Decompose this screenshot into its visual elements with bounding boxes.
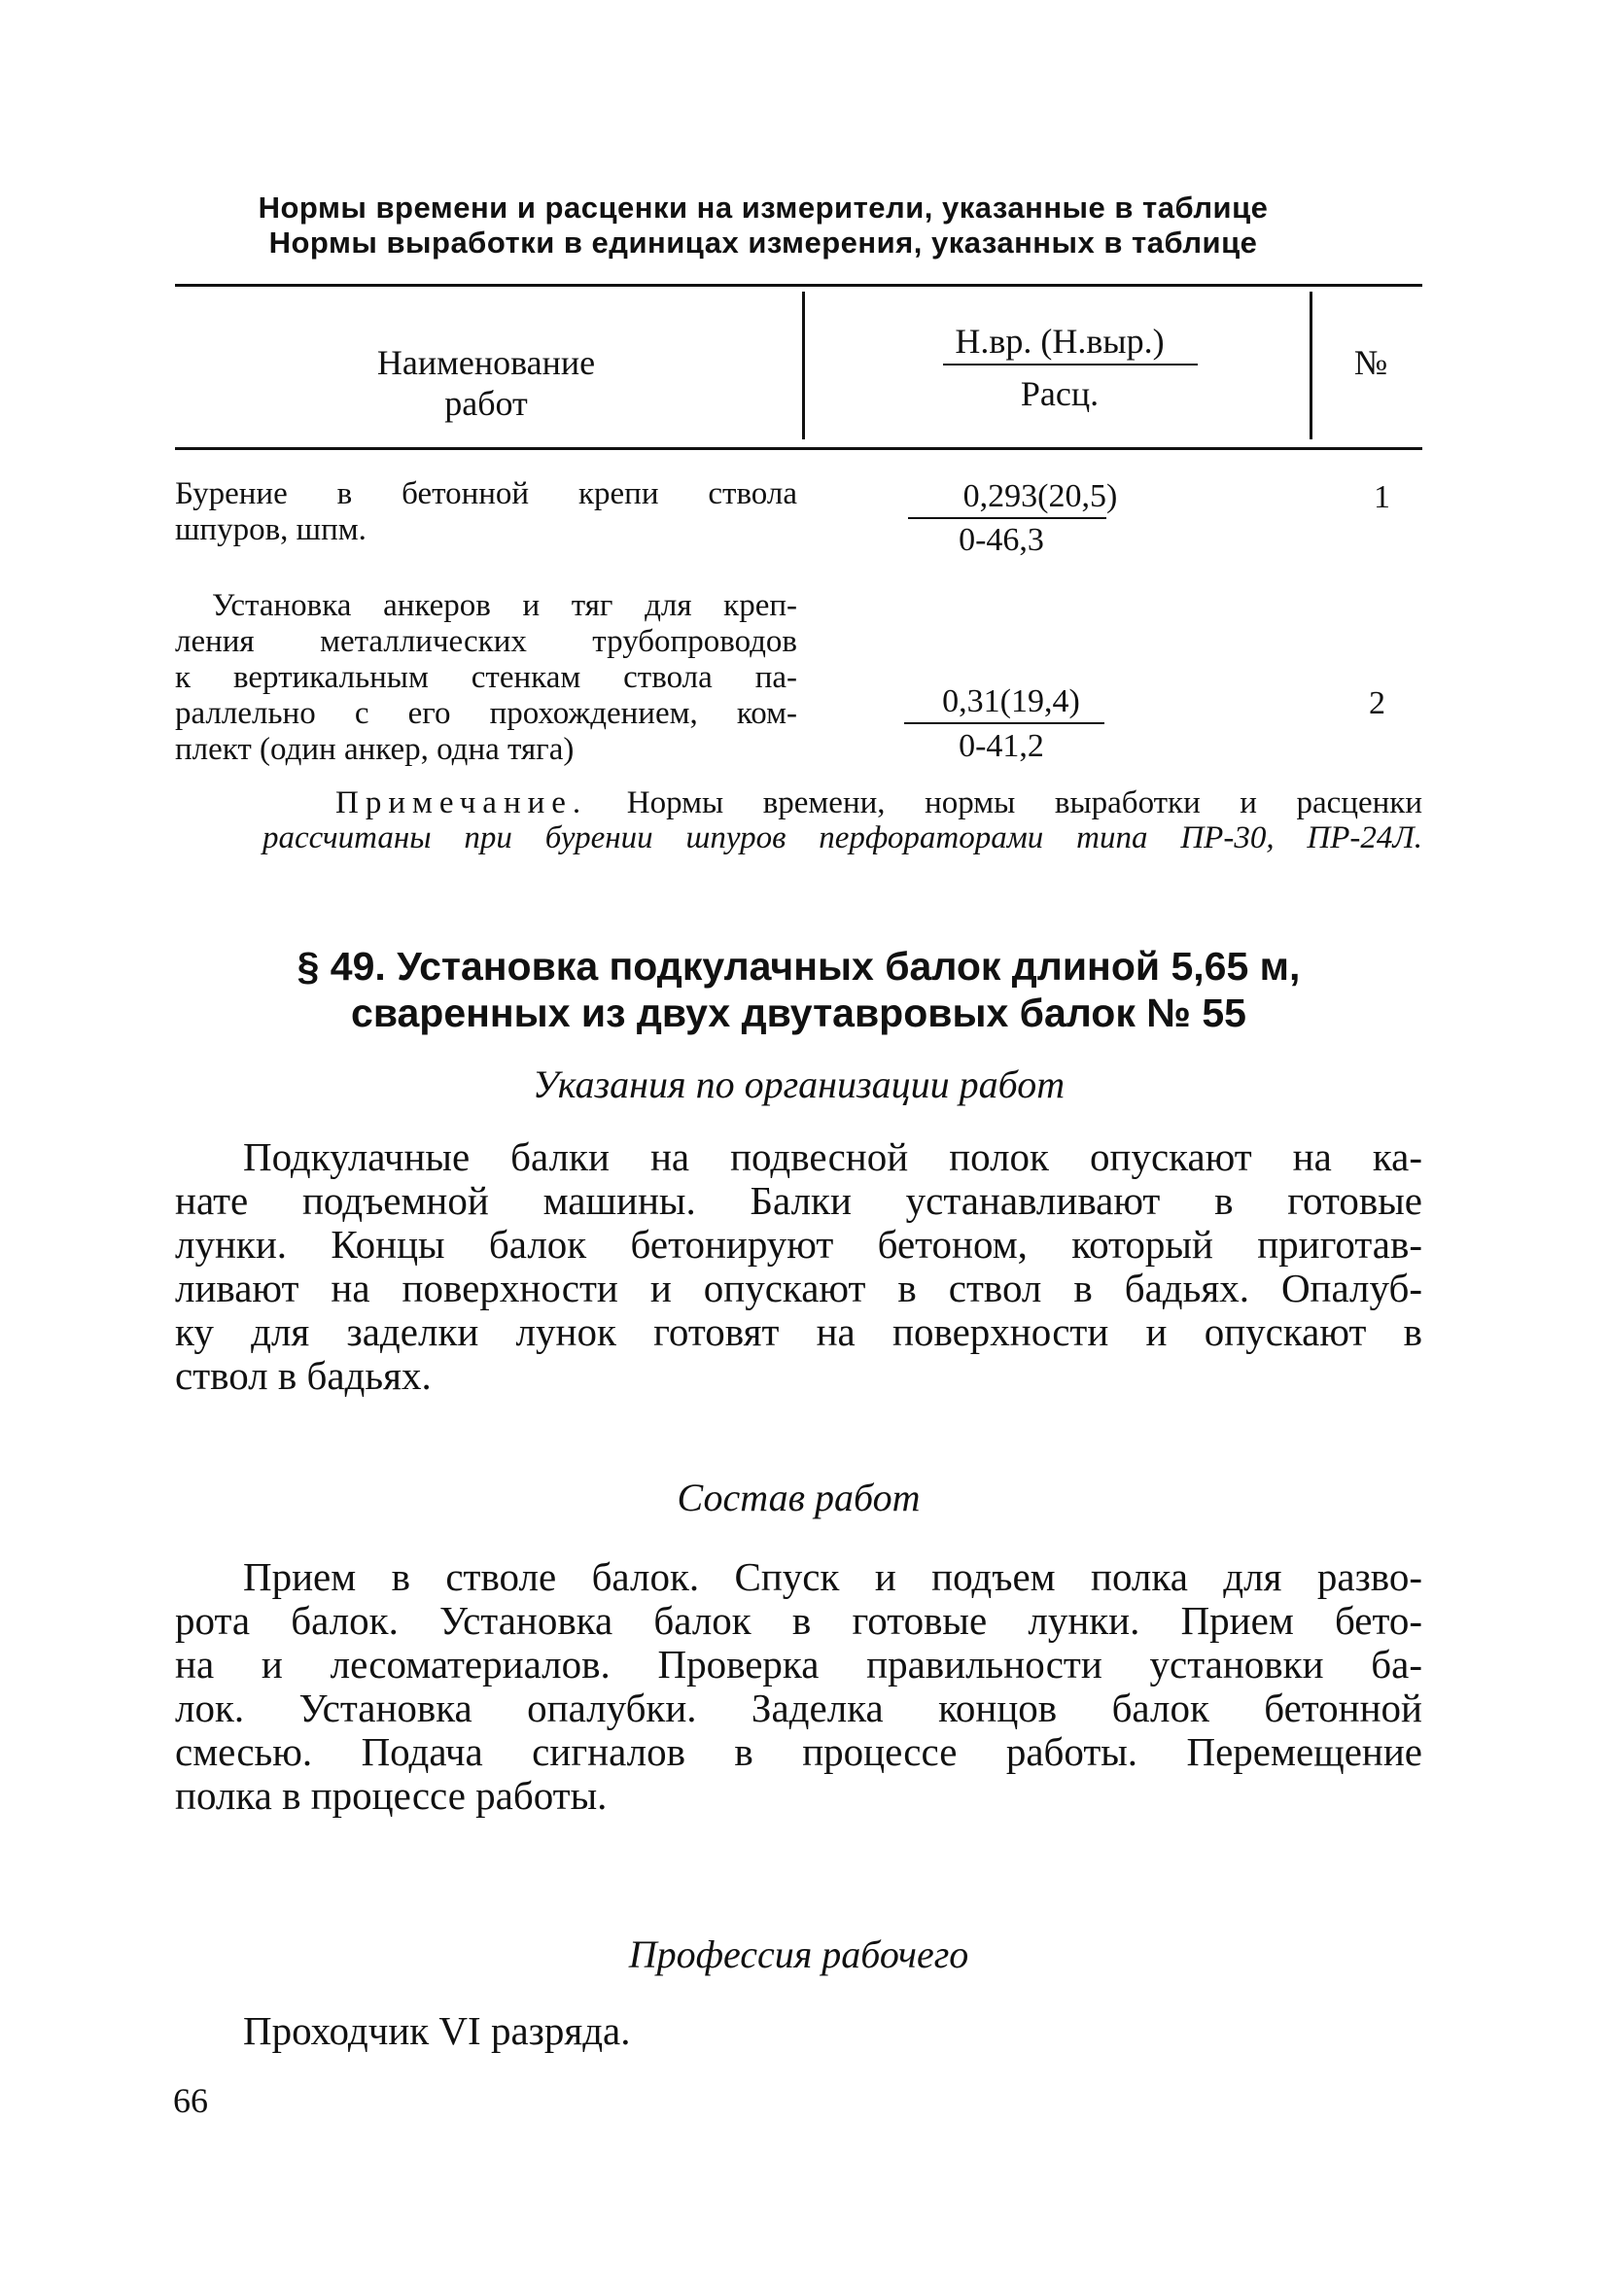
org-line: Подкулачные балки на подвесной полок опускают на ка- [243,1134,1422,1179]
table-divider-2 [1310,292,1312,439]
composition-line: рота балок. Установка балок в готовые лунки. Прием бето- [175,1598,1422,1643]
profession-heading: Профессия рабочего [628,1932,969,1976]
note-label: Примечание. [335,785,588,820]
profession-text [175,2009,1422,2053]
section-title [175,943,1422,1036]
composition-line: лок. Установка опалубки. Заделка концов балок бетонной [175,1686,1422,1730]
section-title-line-2: сваренных из двух двутавровых балок № 55 [351,991,1246,1035]
row-1-rate: 0-46,3 [959,522,1044,558]
org-line: нате подъемной машины. Балки устанавливают в готовые [175,1178,1422,1223]
row-2-norm: 0,31(19,4) [942,683,1080,719]
table-row-2-name [175,588,797,768]
row-1-name-line: шпуров, шпм. [175,512,367,547]
composition-heading: Состав работ [677,1476,921,1519]
row-2-name-line: Установка анкеров и тяг для креп- [212,588,797,623]
org-line: лунки. Концы балок бетонируют бетоном, который приготав- [175,1222,1422,1267]
table-top-rule [175,284,1422,287]
composition-line: Прием в стволе балок. Спуск и подъем полка для разво- [243,1554,1422,1599]
composition-line: полка в процессе работы. [175,1773,608,1818]
table-note [175,785,1422,855]
org-paragraph [175,1135,1422,1398]
row-2-number: 2 [1369,685,1385,721]
note-line-2: рассчитаны при бурении шпуров перфораторами типа ПР-30, ПР-24Л. [262,820,1422,855]
table-row-1-name [175,476,797,548]
table-caption-line-2: Нормы выработки в единицах измерения, указанных в таблице [268,226,1258,260]
header-work-name-line-1: Наименование [376,343,596,382]
row-2-name-line: плект (один анкер, одна тяга) [175,732,575,767]
composition-line: на и лесоматериалов. Проверка правильности установки ба- [175,1642,1422,1687]
section-title-line-1: § 49. Установка подкулачных балок длиной 5,65 м, [297,944,1301,989]
header-work-name-line-2: работ [444,384,528,423]
row-1-name-line: Бурение в бетонной крепи ствола [175,476,797,511]
header-norm-top: Н.вр. (Н.выр.) [955,322,1165,361]
header-work-name [292,342,681,424]
row-1-fraction-line [908,517,1106,519]
org-line: ку для заделки лунок готовят на поверхности и опускают в [175,1309,1422,1354]
page-number: 66 [173,2081,208,2120]
org-heading: Указания по организации работ [532,1062,1066,1106]
composition-line: смесью. Подача сигналов в процессе работы. Перемещение [175,1729,1422,1774]
row-1-norm: 0,293(20,5) [962,478,1118,514]
note-line-1: Нормы времени, нормы выработки и расценки [587,785,1422,820]
header-number: № [1353,343,1388,382]
composition-paragraph [175,1555,1422,1818]
org-line: ливают на поверхности и опускают в ствол в бадьях. Опалуб- [175,1266,1422,1310]
table-divider-1 [802,292,805,439]
row-2-name-line: раллельно с его прохождением, ком- [175,696,797,731]
org-line: ствол в бадьях. [175,1353,432,1398]
profession-line: Проходчик VI разряда. [243,2008,631,2053]
header-norm-bottom: Расц. [1020,374,1100,413]
row-1-number: 1 [1374,479,1390,515]
table-caption-line-1: Нормы времени и расценки на измерители, указанные в таблице [258,191,1269,225]
row-2-fraction-line [904,722,1104,724]
row-2-name-line: к вертикальным стенкам ствола па- [175,660,797,695]
row-2-rate: 0-41,2 [959,728,1044,764]
table-header-rule [175,447,1422,450]
row-2-name-line: ления металлических трубопроводов [175,624,797,659]
header-fraction-line [943,364,1198,365]
